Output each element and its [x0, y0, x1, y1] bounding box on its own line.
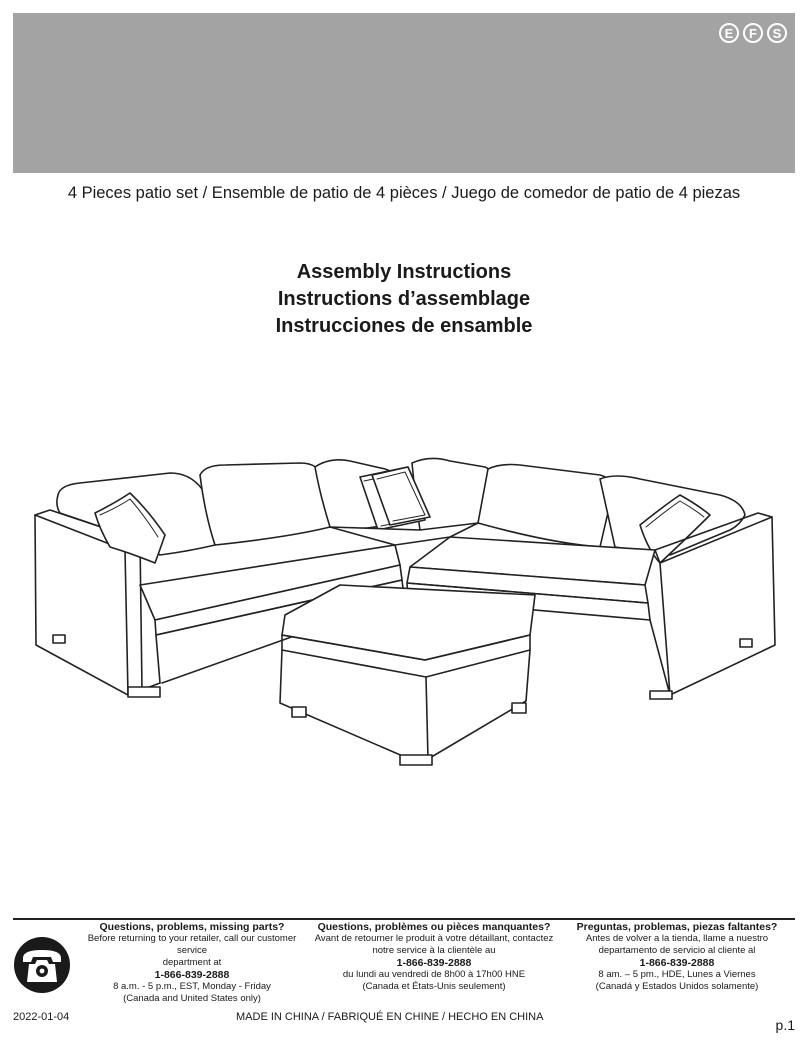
contact-text-french-1: Avant de retourner le produit à votre détaillant, contactez [314, 933, 554, 944]
contact-text-spanish-1: Antes de volver a la tienda, llame a nuestro [585, 933, 769, 944]
contact-region-spanish: (Canadá y Estados Unidos solamente) [595, 981, 759, 992]
country-of-origin: MADE IN CHINA / FABRIQUÉ EN CHINE / HECHO EN CHINA [236, 1011, 544, 1023]
contact-heading-english: Questions, problems, missing parts? [99, 921, 285, 933]
contact-hours-spanish: 8 am. – 5 pm., HDE, Lunes a Viernes [598, 969, 756, 980]
contact-heading-french: Questions, problèmes ou pièces manquantes? [317, 921, 551, 933]
title-french: Instructions d’assemblage [277, 288, 531, 310]
contact-phone-french: 1-866-839-2888 [396, 957, 472, 969]
language-badge-english: E [719, 23, 739, 43]
contact-text-spanish-2: departamento de servicio al cliente al [598, 945, 756, 956]
document-titles [0, 259, 808, 340]
page-number: p.1 [775, 1017, 795, 1033]
contact-spanish [556, 921, 798, 993]
telephone-icon [13, 936, 71, 994]
sectional-sofa-illustration [30, 455, 780, 785]
contact-phone-spanish: 1-866-839-2888 [639, 957, 715, 969]
contact-french [312, 921, 556, 993]
language-badge-french: F [743, 23, 763, 43]
header-banner [13, 13, 795, 173]
document-date: 2022-01-04 [13, 1011, 70, 1023]
contact-text-english-2: department at [162, 957, 222, 968]
contact-region-french: (Canada et États-Unis seulement) [362, 981, 506, 992]
title-english: Assembly Instructions [296, 261, 512, 283]
language-badges [719, 23, 787, 43]
contact-hours-english: 8 a.m. - 5 p.m., EST, Monday - Friday [113, 981, 271, 992]
contact-text-english-1: Before returning to your retailer, call our customer service [87, 933, 297, 956]
title-spanish: Instrucciones de ensamble [275, 315, 533, 337]
contact-heading-spanish: Preguntas, problemas, piezas faltantes? [576, 921, 778, 933]
contact-phone-english: 1-866-839-2888 [154, 969, 230, 981]
contact-hours-french: du lundi au vendredi de 8h00 à 17h00 HNE [342, 969, 526, 980]
product-subtitle: 4 Pieces patio set / Ensemble de patio de 4 pièces / Juego de comedor de patio de 4 piezas [67, 184, 741, 202]
footer-divider [13, 918, 795, 920]
language-badge-spanish: S [767, 23, 787, 43]
contact-english [72, 921, 312, 1005]
contact-region-english: (Canada and United States only) [123, 993, 261, 1004]
contact-text-french-2: notre service à la clientèle au [372, 945, 496, 956]
